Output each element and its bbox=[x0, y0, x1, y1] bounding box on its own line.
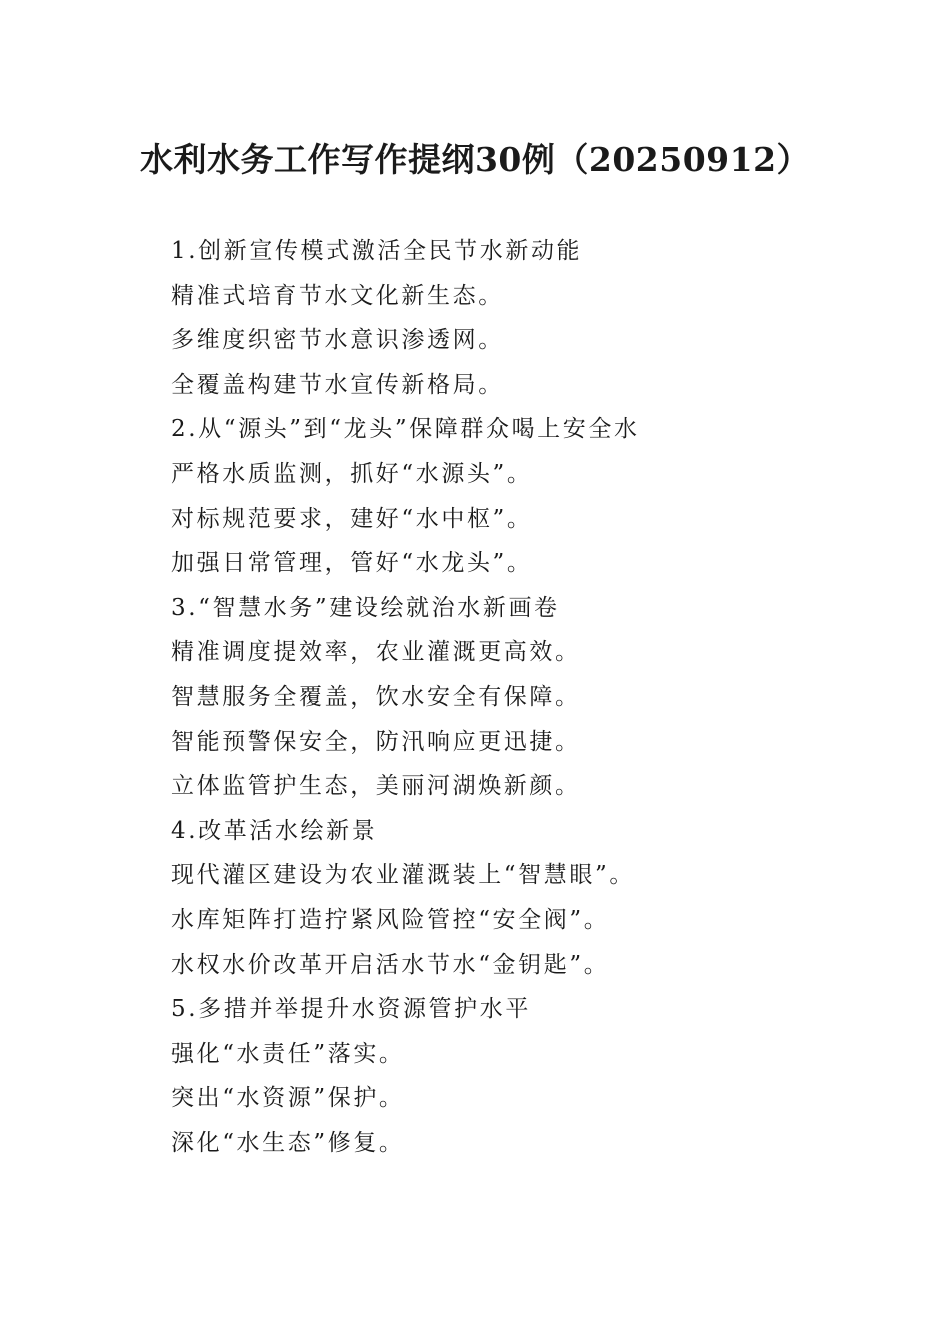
body-line: 加强日常管理，管好“水龙头”。 bbox=[171, 550, 533, 577]
body-line: 多维度织密节水意识渗透网。 bbox=[171, 327, 504, 354]
body-line: 现代灌区建设为农业灌溉装上“智慧眼”。 bbox=[171, 862, 635, 889]
body-line: 深化“水生态”修复。 bbox=[171, 1129, 405, 1156]
section-heading-5: 5.多措并举提升水资源管护水平 bbox=[171, 996, 531, 1023]
body-line: 水库矩阵打造拧紧风险管控“安全阀”。 bbox=[171, 906, 610, 933]
body-line: 强化“水责任”落实。 bbox=[171, 1040, 405, 1067]
body-line: 突出“水资源”保护。 bbox=[171, 1085, 405, 1112]
body-line: 立体监管护生态，美丽河湖焕新颜。 bbox=[171, 773, 581, 800]
body-line: 对标规范要求，建好“水中枢”。 bbox=[171, 505, 533, 532]
document-title: 水利水务工作写作提纲30例（20250912） bbox=[139, 140, 811, 179]
body-line: 精准式培育节水文化新生态。 bbox=[171, 282, 504, 309]
document-body bbox=[171, 229, 891, 1165]
section-heading-4: 4.改革活水绘新景 bbox=[171, 817, 378, 844]
section-heading-1: 1.创新宣传模式激活全民节水新动能 bbox=[171, 238, 583, 264]
body-line: 智能预警保安全，防汛响应更迅捷。 bbox=[171, 728, 581, 755]
body-line: 精准调度提效率，农业灌溉更高效。 bbox=[171, 639, 581, 666]
body-line: 严格水质监测，抓好“水源头”。 bbox=[171, 460, 533, 487]
section-heading-3: 3.“智慧水务”建设绘就治水新画卷 bbox=[171, 594, 560, 621]
body-line: 全覆盖构建节水宣传新格局。 bbox=[171, 371, 504, 398]
body-line: 水权水价改革开启活水节水“金钥匙”。 bbox=[171, 951, 610, 978]
body-line: 智慧服务全覆盖，饮水安全有保障。 bbox=[171, 683, 581, 710]
section-heading-2: 2.从“源头”到“龙头”保障群众喝上安全水 bbox=[171, 416, 640, 443]
